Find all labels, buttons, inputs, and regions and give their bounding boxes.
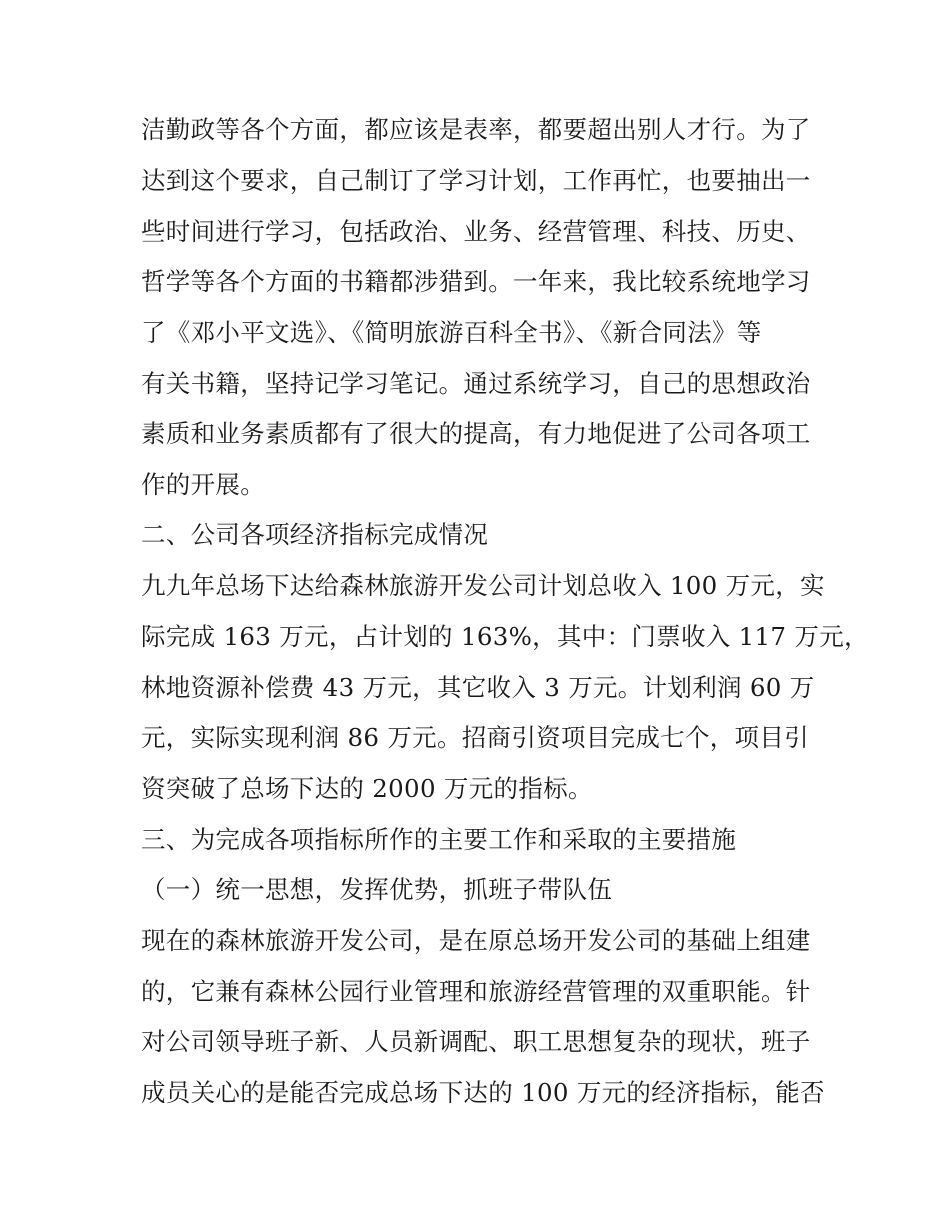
text-line: 洁勤政等各个方面，都应该是表率，都要超出别人才行。为了 (141, 115, 811, 144)
text-line: 有关书籍，坚持记学习笔记。通过系统学习，自己的思想政治 (141, 369, 811, 398)
text-line: 的，它兼有森林公园行业管理和旅游经营管理的双重职能。针 (141, 977, 811, 1006)
text-line: 九九年总场下达给森林旅游开发公司计划总收入 100 万元，实 (141, 571, 825, 600)
text-line: 作的开展。 (141, 470, 265, 499)
text-line: 了《邓小平文选》、《简明旅游百科全书》、《新合同法》等 (141, 318, 762, 347)
text-line: 对公司领导班子新、人员新调配、职工思想复杂的现状，班子 (141, 1027, 811, 1056)
text-line: 资突破了总场下达的 2000 万元的指标。 (141, 774, 593, 803)
text-line: 现在的森林旅游开发公司，是在原总场开发公司的基础上组建 (141, 926, 811, 955)
text-line: 达到这个要求，自己制订了学习计划，工作再忙，也要抽出一 (141, 166, 811, 195)
section-heading: 三、为完成各项指标所作的主要工作和采取的主要措施 (141, 825, 737, 854)
text-line: 元，实际实现利润 86 万元。招商引资项目完成七个，项目引 (141, 723, 809, 752)
subsection-heading: （一）统一思想，发挥优势，抓班子带队伍 (141, 875, 613, 904)
text-line: 际完成 163 万元，占计划的 163%，其中：门票收入 117 万元， (141, 622, 869, 651)
text-line: 成员关心的是能否完成总场下达的 100 万元的经济指标，能否 (141, 1078, 825, 1107)
text-line: 些时间进行学习，包括政治、业务、经营管理、科技、历史、 (141, 217, 811, 246)
text-line: 素质和业务素质都有了很大的提高，有力地促进了公司各项工 (141, 419, 811, 448)
text-line: 哲学等各个方面的书籍都涉猎到。一年来，我比较系统地学习 (141, 267, 811, 296)
section-heading: 二、公司各项经济指标完成情况 (141, 520, 489, 549)
text-line: 林地资源补偿费 43 万元，其它收入 3 万元。计划利润 60 万 (141, 673, 815, 702)
